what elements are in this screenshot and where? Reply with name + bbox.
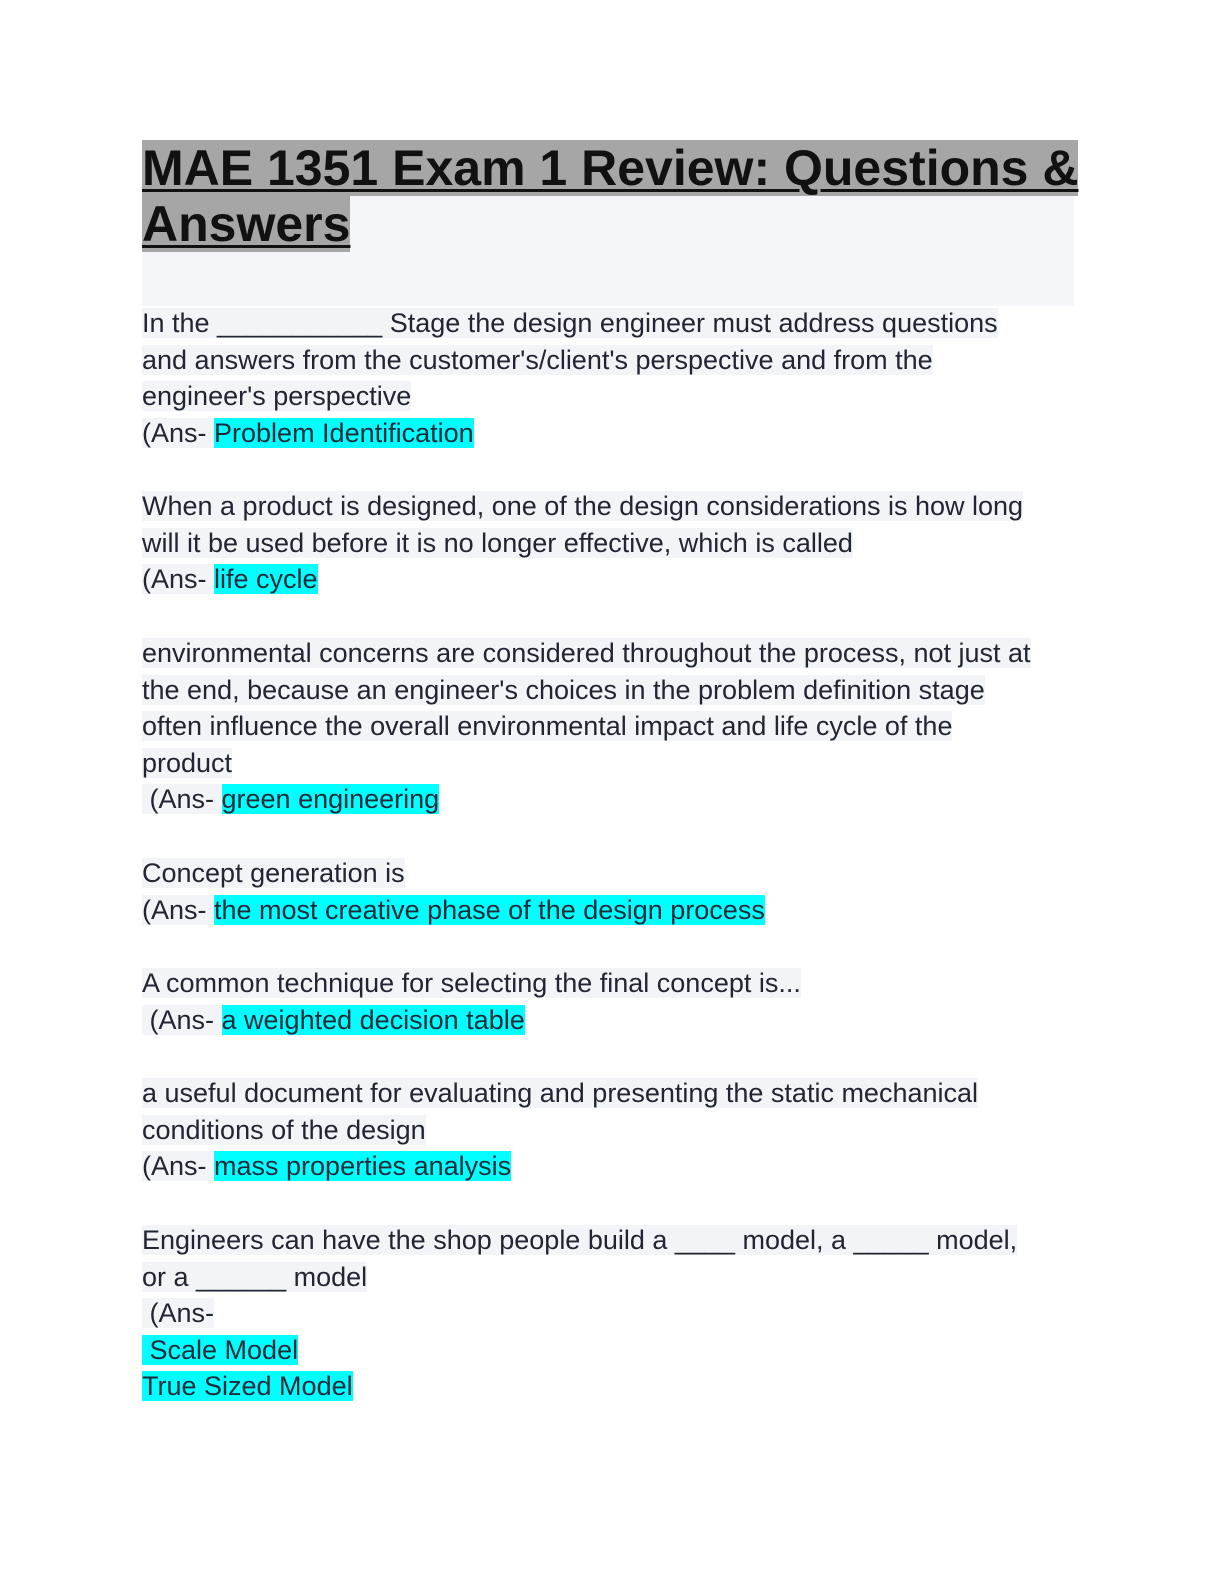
question-line: will it be used before it is no longer effective, which is called: [142, 527, 853, 558]
question-line: product: [142, 747, 233, 778]
qa-item-2: [142, 488, 1023, 598]
answer-highlight: a weighted decision table: [221, 1004, 525, 1035]
qa-item-7: [142, 1222, 1017, 1405]
qa-item-1: [142, 305, 998, 451]
question-line: and answers from the customer's/client's perspective and from the: [142, 344, 933, 375]
answer-highlight: life cycle: [214, 564, 318, 595]
question-line: often influence the overall environmental impact and life cycle of the: [142, 711, 953, 742]
question-line: environmental concerns are considered throughout the process, not just at: [142, 638, 1031, 668]
answer-prefix: (Ans-: [142, 894, 215, 925]
qa-item-4: [142, 855, 765, 928]
question-line: or a ______ model: [142, 1261, 368, 1292]
page-title-line-2: Answers: [142, 196, 351, 252]
answer-prefix: (Ans-: [142, 784, 222, 815]
answer-highlight: Scale Model: [142, 1334, 299, 1365]
answer-highlight: True Sized Model: [142, 1371, 353, 1402]
page-title: [142, 140, 1078, 252]
answer-prefix: (Ans-: [142, 417, 215, 448]
question-line: Engineers can have the shop people build a ____ model, a _____ model,: [142, 1225, 1018, 1255]
qa-item-3: [142, 635, 1031, 818]
answer-prefix: (Ans-: [142, 564, 215, 595]
question-line: conditions of the design: [142, 1114, 426, 1145]
qa-item-6: [142, 1075, 978, 1185]
question-line: the end, because an engineer's choices in the problem definition stage: [142, 674, 985, 705]
question-line: In the ___________ Stage the design engineer must address questions: [142, 308, 998, 338]
answer-prefix: (Ans-: [142, 1151, 215, 1182]
answer-prefix: (Ans-: [142, 1298, 215, 1329]
answer-highlight: mass properties analysis: [214, 1151, 512, 1182]
question-line: A common technique for selecting the final concept is...: [142, 968, 801, 998]
question-line: engineer's perspective: [142, 381, 412, 412]
question-line: a useful document for evaluating and presenting the static mechanical: [142, 1078, 979, 1108]
answer-highlight: green engineering: [221, 784, 440, 815]
answer-prefix: (Ans-: [142, 1004, 222, 1035]
answer-highlight: Problem Identification: [214, 417, 474, 448]
qa-item-5: [142, 965, 801, 1038]
question-line: When a product is designed, one of the design considerations is how long: [142, 491, 1024, 521]
answer-highlight: the most creative phase of the design process: [214, 894, 765, 925]
question-line: Concept generation is: [142, 858, 405, 888]
page-title-line-1: MAE 1351 Exam 1 Review: Questions &: [142, 140, 1079, 196]
